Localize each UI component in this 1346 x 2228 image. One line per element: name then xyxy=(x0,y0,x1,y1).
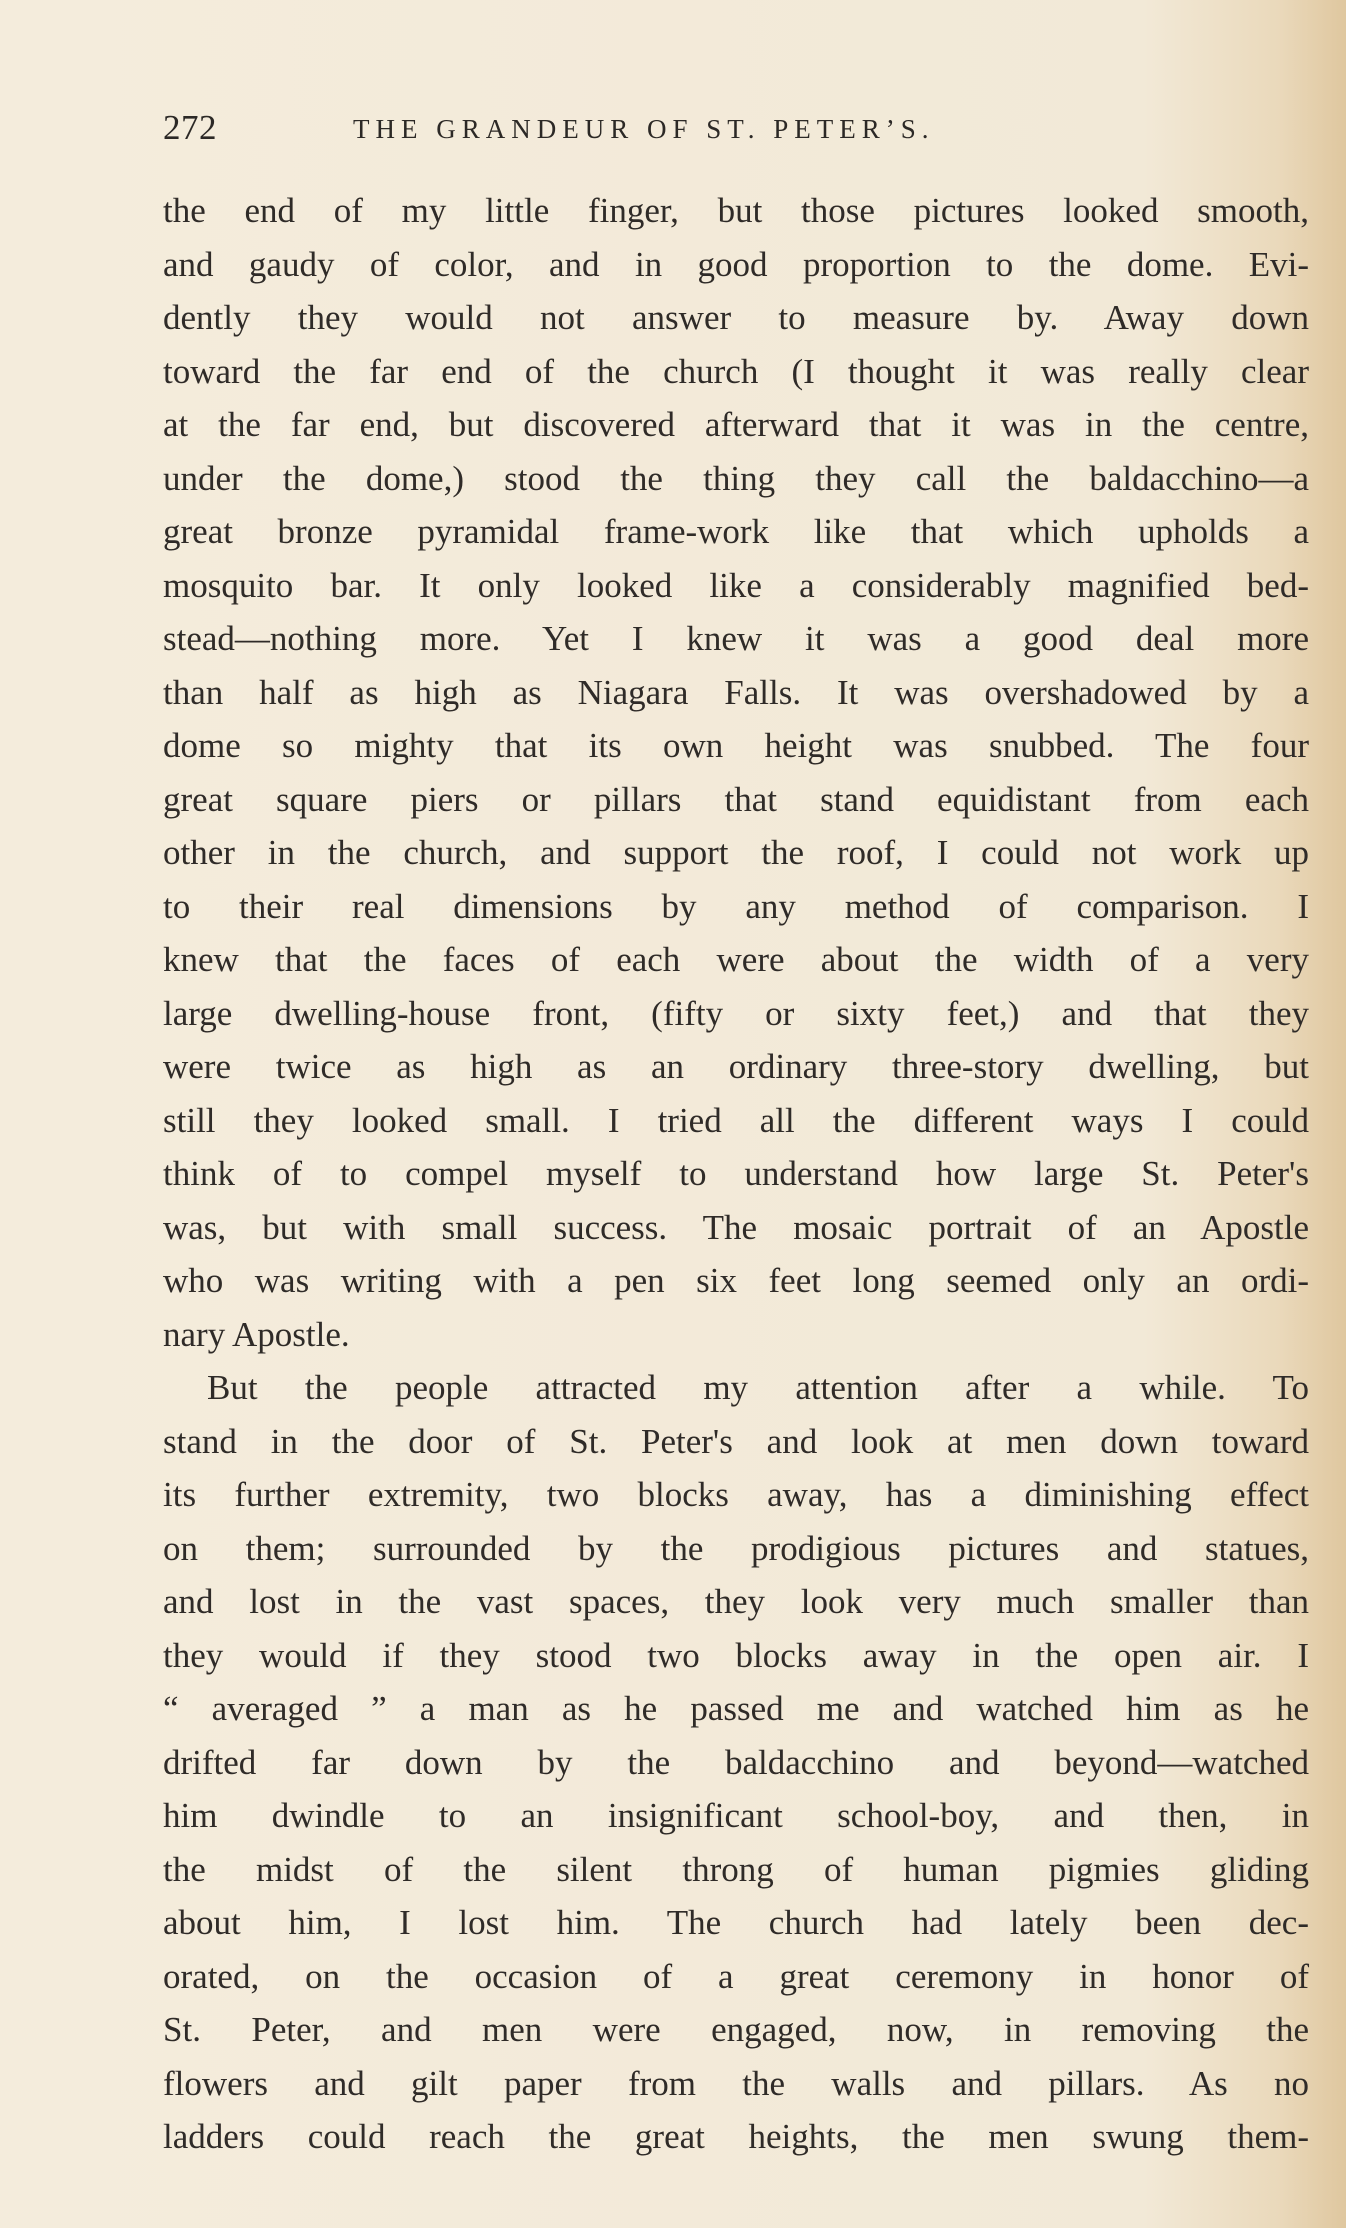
text-line: the end of my little finger, but those pictures looked smooth, xyxy=(163,191,1309,230)
text-line: “ averaged ” a man as he passed me and watched him as he xyxy=(163,1689,1309,1728)
text-line: dome so mighty that its own height was snubbed. The four xyxy=(163,726,1309,765)
text-line: drifted far down by the baldacchino and beyond—watched xyxy=(163,1742,1309,1782)
text-line: St. Peter, and men were engaged, now, in removing the xyxy=(163,2010,1309,2049)
text-line: and lost in the vast spaces, they look very much smaller than xyxy=(163,1582,1309,1621)
text-line: other in the church, and support the roof, I could not work up xyxy=(163,833,1309,872)
text-line: who was writing with a pen six feet long seemed only an ordi- xyxy=(163,1261,1309,1300)
text-line: him dwindle to an insignificant school-boy, and then, in xyxy=(163,1796,1309,1835)
text-line: flowers and gilt paper from the walls and pillars. As no xyxy=(163,2063,1309,2103)
text-line: they would if they stood two blocks away in the open air. I xyxy=(163,1635,1309,1675)
text-line: orated, on the occasion of a great ceremony in honor of xyxy=(163,1956,1309,1996)
text-line: ladders could reach the great heights, the men swung them- xyxy=(163,2117,1309,2156)
text-line: stand in the door of St. Peter's and look at men down toward xyxy=(163,1421,1309,1461)
text-line: knew that the faces of each were about the width of a very xyxy=(163,940,1309,979)
text-line: think of to compel myself to understand how large St. Peter's xyxy=(163,1154,1309,1193)
text-line: still they looked small. I tried all the different ways I could xyxy=(163,1100,1309,1140)
text-line: toward the far end of the church (I thought it was really clear xyxy=(163,351,1309,391)
running-title: THE GRANDEUR OF ST. PETER’S. xyxy=(353,114,935,144)
text-line: its further extremity, two blocks away, has a diminishing effect xyxy=(163,1475,1309,1514)
text-line: great square piers or pillars that stand equidistant from each xyxy=(163,779,1309,819)
text-line: dently they would not answer to measure by. Away down xyxy=(163,298,1309,337)
text-line: about him, I lost him. The church had lately been dec- xyxy=(163,1903,1309,1942)
text-line: on them; surrounded by the prodigious pictures and statues, xyxy=(163,1528,1309,1568)
body-text xyxy=(163,184,1309,2164)
text-line: mosquito bar. It only looked like a considerably magnified bed- xyxy=(163,565,1309,605)
text-line: the midst of the silent throng of human pigmies gliding xyxy=(163,1849,1309,1889)
text-line: under the dome,) stood the thing they call the baldacchino—a xyxy=(163,458,1309,498)
text-line: were twice as high as an ordinary three-story dwelling, but xyxy=(163,1047,1309,1086)
text-line: was, but with small success. The mosaic portrait of an Apostle xyxy=(163,1207,1309,1247)
text-line: than half as high as Niagara Falls. It was overshadowed by a xyxy=(163,672,1309,712)
text-line: and gaudy of color, and in good proportion to the dome. Evi- xyxy=(163,244,1309,284)
text-line: large dwelling-house front, (fifty or sixty feet,) and that they xyxy=(163,993,1309,1033)
text-line: at the far end, but discovered afterward that it was in the centre, xyxy=(163,405,1309,444)
text-line: great bronze pyramidal frame-work like that which upholds a xyxy=(163,512,1309,551)
text-line: nary Apostle. xyxy=(163,1314,350,1354)
paragraph-start-line: But the people attracted my attention after a while. To xyxy=(207,1368,1309,1407)
page-header xyxy=(163,108,1193,158)
text-line: stead—nothing more. Yet I knew it was a good deal more xyxy=(163,619,1309,658)
page-number: 272 xyxy=(163,108,217,147)
text-line: to their real dimensions by any method of comparison. I xyxy=(163,886,1309,926)
